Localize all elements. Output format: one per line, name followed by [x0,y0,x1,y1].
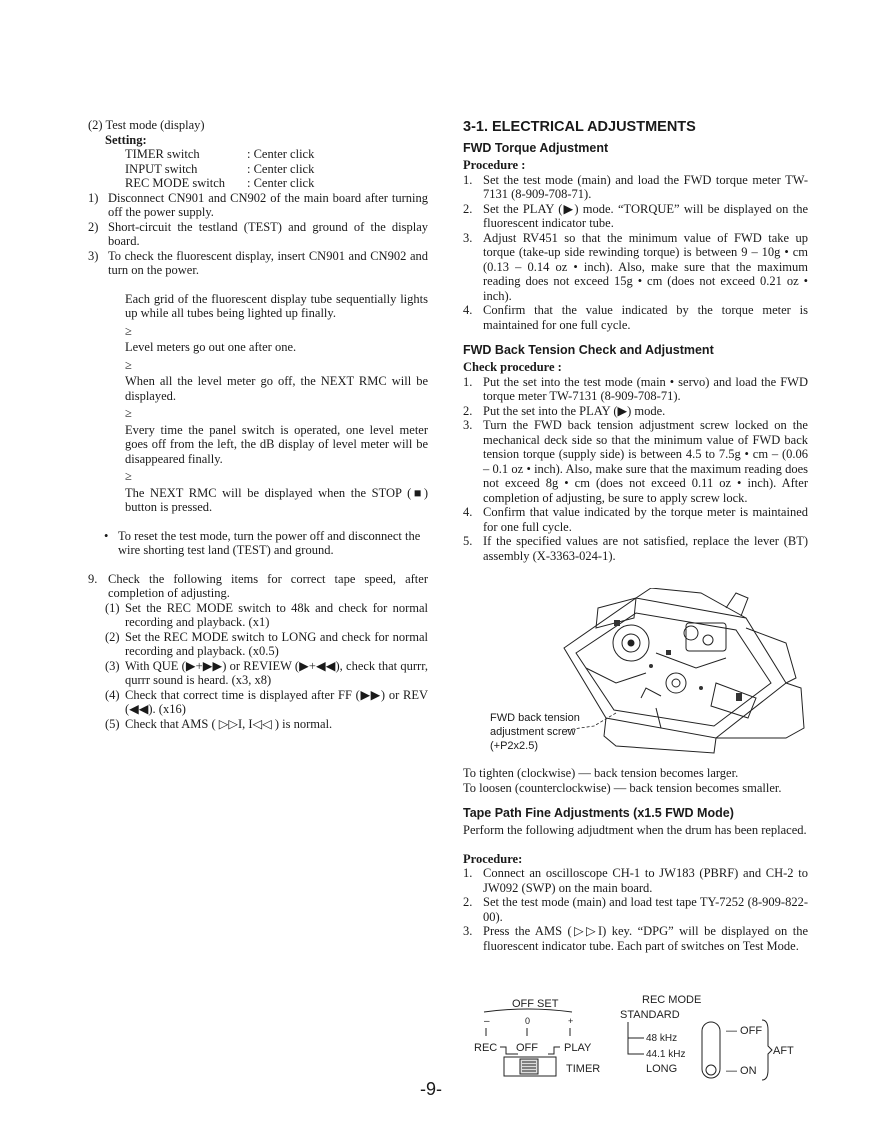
setting-row [88,176,428,191]
list-item [463,866,808,895]
switch-diagram [470,990,820,1082]
reset-note [88,529,428,558]
setting-value: : Center click [247,176,315,190]
arrow-icon: ≥ [125,469,132,483]
setting-key: INPUT switch [125,161,198,176]
list-item [88,191,428,220]
item-text: Check the following items for correct tape speed, after completion of adjusting. [108,571,428,600]
list-item [105,659,428,688]
setting-row [88,147,428,162]
play-label: PLAY [564,1042,592,1054]
list-item [105,601,428,630]
aft-switch-knob [706,1065,716,1075]
sequence-step: Every time the panel switch is operated, one level meter goes off from the left, the dB display of level meter will be disappeared finally. [125,422,428,466]
list-item [88,249,428,278]
timer-label: TIMER [566,1063,601,1075]
lower-right-column [463,766,808,953]
setting-value: : Center click [247,161,315,176]
item9-subitems [88,601,428,732]
tape-path-title: Tape Path Fine Adjustments (x1.5 FWD Mode) [463,806,734,820]
section-title: 3-1. ELECTRICAL ADJUSTMENTS [463,119,696,135]
list-item [463,418,808,505]
figure-label-line: (+P2x2.5) [490,740,538,752]
step-text: Confirm that value indicated by the torque meter is maintained for one full cycle. [483,505,808,534]
step-number: 4. [463,303,473,317]
step-number: 5. [463,534,473,548]
setting-row [88,162,428,177]
step-number: 4. [463,505,473,519]
procedure-label: Procedure : [463,158,526,172]
step-number: 2. [463,403,473,418]
rec-mode-label: REC MODE [642,994,702,1006]
sequence-step: The NEXT RMC will be displayed when the STOP (■) button is pressed. [125,485,428,514]
tape-path-procedure-label: Procedure: [463,851,523,866]
standard-label: STANDARD [620,1009,680,1021]
offset-label: OFF SET [512,998,559,1010]
left-column [88,118,428,731]
setting-key: REC MODE switch [125,176,225,190]
test-mode-heading: (2) Test mode (display) [88,118,205,132]
fwd-back-tension-title: FWD Back Tension Check and Adjustment [463,343,714,357]
figure-label-line: FWD back tension [490,712,580,724]
fwd-back-tension-steps [463,375,808,564]
on-label: — ON [726,1065,757,1077]
bullet-icon: • [104,528,109,543]
tighten-note: To tighten (clockwise) — back tension becomes larger. [463,766,739,780]
step-text: Put the set into the PLAY (▶) mode. [483,403,666,418]
step-number: 1. [463,866,473,880]
list-item [105,630,428,659]
step-text: Adjust RV451 so that the minimum value of FWD take up torque (take-up side rewinding torque) is between 9 – 10g • cm (0.13 – 0.14 oz • inch). Also, make sure that the maximum reading does not exceed 15g • cm (does not exceed 0.21 oz • inch). [483,230,808,303]
step-number: 3) [88,248,99,263]
arrow-icon: ≥ [125,357,132,372]
step-text: To check the fluorescent display, insert CN901 and CN902 and turn on the power. [108,248,428,277]
list-item [463,303,808,332]
right-column [463,118,808,563]
aft-label: AFT [773,1045,794,1057]
sub-text: With QUE (▶+▶▶) or REVIEW (▶+◀◀), check that qurrr, qurrr sound is heard. (x3, x8) [125,658,428,687]
khz441-label: 44.1 kHz [646,1049,686,1060]
check-procedure-label: Check procedure : [463,360,562,374]
arrow-icon: ≥ [125,406,132,420]
step-number: 2. [463,201,473,216]
step-text: Connect an oscilloscope CH-1 to JW183 (PBRF) and CH-2 to JW092 (SWP) on the main board. [483,866,808,895]
setting-value: : Center click [247,147,315,161]
item9 [88,572,428,601]
list-item [463,895,808,924]
setting-label: Setting: [105,132,147,147]
sub-number: (5) [105,716,120,731]
step-text: Put the set into the test mode (main • servo) and load the FWD torque meter TW-7131 (8-909-708-71). [483,374,808,403]
sub-number: (2) [105,629,120,644]
offset-brace [484,1009,572,1012]
step-number: 3. [463,230,473,245]
sub-text: Set the REC MODE switch to LONG and check for normal recording and playback. (x0.5) [125,629,428,658]
reset-note-text: To reset the test mode, turn the power off and disconnect the wire shorting test land (TEST) and ground. [118,528,421,557]
sub-number: (3) [105,658,120,673]
step-number: 1) [88,190,99,205]
list-item [88,572,428,601]
off-label: OFF [516,1042,538,1054]
step-text: Short-circuit the testland (TEST) and ground of the display board. [108,219,428,248]
aft-switch-body[interactable] [702,1022,720,1078]
list-item [463,924,808,953]
step-number: 3. [463,418,473,432]
sequence-step: Each grid of the fluorescent display tube sequentially lights up while all tubes being lighted up finally. [125,291,428,320]
step-number: 1. [463,374,473,389]
sub-text: Set the REC MODE switch to 48k and check for normal recording and playback. (x1) [125,600,428,629]
fwd-torque-title: FWD Torque Adjustment [463,141,609,155]
sub-number: (4) [105,687,120,702]
tape-path-intro: Perform the following adjudtment when the drum has been replaced. [463,823,807,837]
zero-label: 0 [525,1016,531,1026]
sequence-step: Level meters go out one after one. [125,340,297,354]
switch-diagram-svg [470,990,820,1082]
step-number: 2. [463,895,473,909]
list-item [88,220,428,249]
list-item [463,534,808,563]
step-text: Set the test mode (main) and load the FWD torque meter TW-7131 (8-909-708-71). [483,172,808,201]
step-text: Turn the FWD back tension adjustment screw locked on the mechanical deck side so that the minimum value of FWD back tension torque (supply side) is between 4.5 to 7.5g • cm – (0.06 – 0.1 oz • inch). Also, make sure that the maximum reading does not exceed 8g • cm (does not exceed 0.11 oz • inch). After completion of adjusting, be sure to apply screw lock. [483,418,808,505]
minus-label: – [484,1016,490,1027]
page-number: -9- [420,1079,442,1099]
loosen-note: To loosen (counterclockwise) — back tension becomes smaller. [463,780,782,795]
setting-key: TIMER switch [125,147,200,161]
rec-label: REC [474,1042,498,1054]
list-item [105,688,428,717]
disconnect-steps [88,191,428,278]
step-text: If the specified values are not satisfied, replace the lever (BT) assembly (X-3363-024-1). [483,534,808,563]
step-text: Disconnect CN901 and CN902 of the main board after turning off the power supply. [108,190,428,219]
step-text: Press the AMS (▷▷I) key. “DPG” will be displayed on the fluorescent indicator tube. Each part of switches on Test Mode. [483,924,808,953]
aft-brace [762,1020,772,1080]
list-item [463,375,808,404]
sub-number: (1) [105,600,120,615]
step-text: Set the test mode (main) and load test tape TY-7252 (8-909-822-00). [483,895,808,924]
figure-label-line: adjustment screw [490,726,576,738]
step-number: 2) [88,219,99,234]
khz48-label: 48 kHz [646,1033,678,1044]
sub-text: Check that AMS ( ▷▷I, I◁◁ ) is normal. [125,716,333,731]
list-item [463,173,808,202]
step-text: Set the PLAY (▶) mode. “TORQUE” will be displayed on the fluorescent indicator tube. [483,201,808,230]
step-text: Confirm that the value indicated by the torque meter is maintained for one full cycle. [483,303,808,332]
long-label: LONG [646,1063,678,1075]
arrow-icon: ≥ [125,323,132,338]
step-number: 3. [463,924,473,938]
sequence-step: When all the level meter go off, the NEXT RMC will be displayed. [125,374,428,403]
offset-ticks [486,1028,570,1036]
tape-path-steps [463,866,808,953]
list-item [463,202,808,231]
rec-mode-lines [628,1022,644,1054]
fwd-torque-steps [463,173,808,333]
list-item [463,231,808,304]
list-item [105,717,428,732]
settings-list [88,147,428,191]
item-number: 9. [88,571,98,586]
sub-text: Check that correct time is displayed after FF (▶▶) or REV (◀◀). (x16) [125,687,428,716]
play-line [548,1047,560,1054]
plus-label: + [568,1016,574,1026]
list-item [463,404,808,419]
off2-label: — OFF [726,1025,763,1037]
figure-label [490,711,580,753]
step-number: 1. [463,172,473,187]
list-item [463,505,808,534]
timer-switch-knob[interactable] [520,1059,538,1074]
